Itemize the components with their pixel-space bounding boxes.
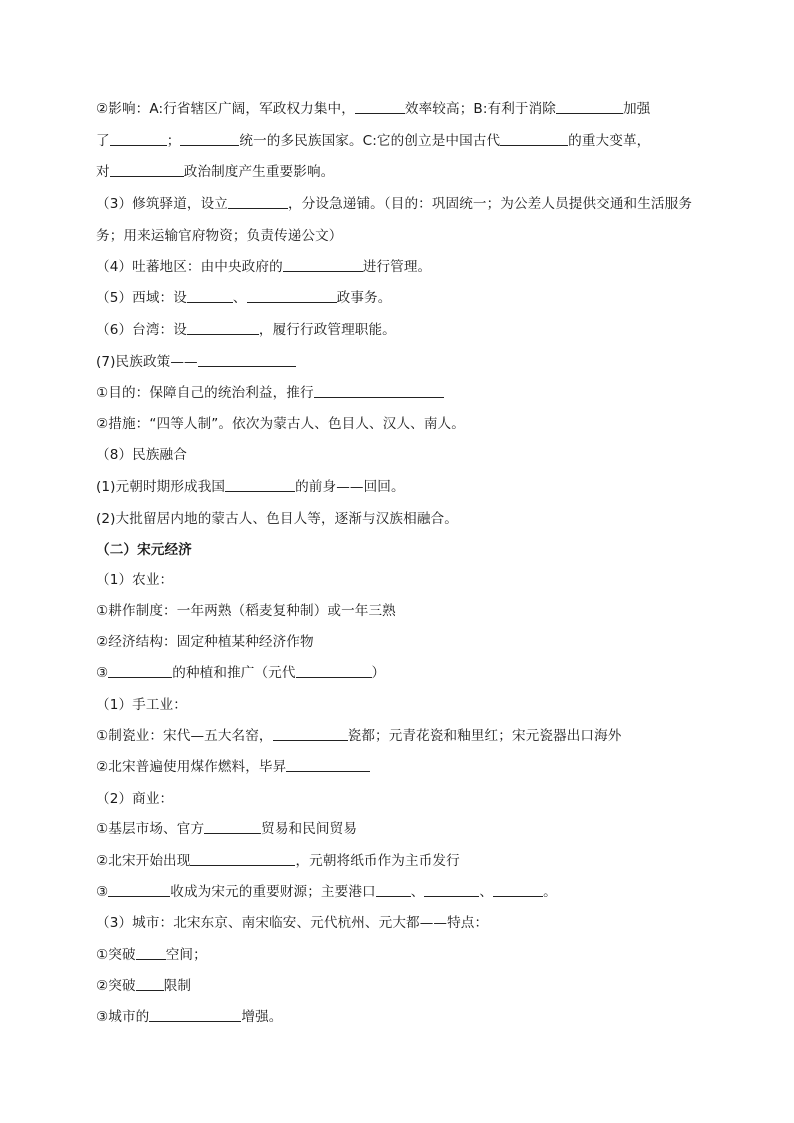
fill-in-blank (355, 100, 405, 114)
text-line (96, 446, 187, 464)
text-segment: ； (166, 133, 181, 149)
text-segment: ） (371, 665, 386, 681)
text-line (96, 510, 458, 528)
fill-in-blank (108, 883, 170, 897)
text-segment: ②经济结构：固定种植某种经济作物 (96, 634, 314, 650)
text-line (96, 100, 650, 118)
text-segment: 了 (96, 133, 110, 149)
text-segment: ①制瓷业：宋代—五大名窑， (96, 728, 273, 744)
text-segment: 效率较高；B:有利于消除 (404, 101, 556, 117)
text-line (96, 195, 692, 213)
fill-in-blank (110, 132, 167, 146)
text-segment: （2）商业： (96, 791, 174, 807)
text-segment: ②北宋普遍使用煤作燃料，毕昇 (96, 759, 287, 775)
fill-in-blank (225, 478, 295, 492)
text-line (96, 727, 622, 745)
text-line (96, 820, 357, 838)
text-line (96, 664, 385, 682)
text-line (96, 353, 296, 371)
text-segment: ，分设急递铺。（目的：巩固统一；为公差人员提供交通和生活服务 (288, 196, 693, 212)
text-segment: 瓷都；元青花瓷和釉里红；宋元瓷器出口海外 (347, 728, 622, 744)
text-line (96, 258, 431, 276)
text-segment: 政事务。 (336, 290, 392, 306)
fill-in-blank (376, 883, 411, 897)
text-segment: 的种植和推广（元代 (172, 665, 296, 681)
text-line (96, 914, 488, 932)
text-segment: ①突破 (96, 947, 136, 963)
fill-in-blank (110, 163, 184, 177)
text-segment: （5）西域：设 (96, 290, 187, 306)
text-segment: 对 (96, 164, 110, 180)
text-segment: （1）手工业： (96, 697, 187, 713)
text-line (96, 852, 460, 870)
fill-in-blank (500, 132, 568, 146)
fill-in-blank (296, 664, 372, 678)
fill-in-blank (136, 946, 166, 960)
text-segment: ③ (96, 884, 109, 900)
fill-in-blank (424, 883, 479, 897)
fill-in-blank (247, 289, 337, 303)
fill-in-blank (314, 384, 444, 398)
text-line (96, 415, 465, 433)
fill-in-blank (493, 883, 543, 897)
fill-in-blank (283, 258, 363, 272)
text-line (96, 633, 314, 651)
text-line (96, 602, 396, 620)
text-segment: ①耕作制度：一年两熟（稻麦复种制）或一年三熟 (96, 603, 396, 619)
text-segment: ③ (96, 665, 109, 681)
text-segment: （3）修筑驿道，设立 (96, 196, 228, 212)
text-segment: ，元朝将纸币作为主币发行 (295, 853, 460, 869)
fill-in-blank (273, 727, 348, 741)
text-segment: 。 (543, 884, 557, 900)
fill-in-blank (556, 100, 623, 114)
text-segment: 加强 (622, 101, 651, 117)
text-segment: （二）宋元经济 (96, 542, 192, 558)
text-segment: 贸易和民间贸易 (261, 821, 358, 837)
fill-in-blank (180, 132, 239, 146)
text-segment: （6）台湾：设 (96, 322, 187, 338)
text-segment: ②突破 (96, 978, 136, 994)
text-segment: ③城市的 (96, 1009, 150, 1025)
text-line (96, 977, 191, 995)
text-segment: (2)大批留居内地的蒙古人、色目人等，逐渐与汉族相融合。 (96, 511, 458, 527)
text-segment: 政治制度产生重要影响。 (183, 164, 335, 180)
text-segment: 统一的多民族国家。C:它的创立是中国古代 (239, 133, 501, 149)
fill-in-blank (204, 820, 261, 834)
text-line (96, 384, 444, 402)
fill-in-blank (187, 289, 233, 303)
text-segment: 进行管理。 (362, 259, 432, 275)
text-segment: ，履行行政管理职能。 (258, 322, 396, 338)
text-line (96, 163, 334, 181)
text-line (96, 758, 370, 776)
text-segment: 收成为宋元的重要财源；主要港口 (170, 884, 376, 900)
fill-in-blank (136, 977, 164, 991)
text-line (96, 478, 405, 496)
text-segment: ①基层市场、官方 (96, 821, 205, 837)
text-line (96, 1008, 282, 1026)
text-segment: 、 (410, 884, 425, 900)
fill-in-blank (198, 353, 296, 367)
text-segment: 的重大变革， (568, 133, 651, 149)
text-line (96, 289, 391, 307)
text-line (96, 790, 173, 808)
text-segment: 限制 (163, 978, 192, 994)
text-segment: （8）民族融合 (96, 447, 187, 463)
text-line (96, 696, 187, 714)
fill-in-blank (108, 664, 172, 678)
text-segment: (1)元朝时期形成我国 (96, 479, 226, 495)
text-segment: 增强。 (241, 1009, 283, 1025)
text-segment: 的前身——回回。 (295, 479, 405, 495)
text-segment: （4）吐蕃地区：由中央政府的 (96, 259, 283, 275)
text-segment: ②影响：A:行省辖区广阔，军政权力集中， (96, 101, 355, 117)
text-segment: (7)民族政策—— (96, 354, 198, 370)
text-line (96, 321, 396, 339)
fill-in-blank (228, 195, 288, 209)
text-line (96, 883, 557, 901)
text-line (96, 541, 192, 559)
text-segment: 、 (479, 884, 494, 900)
text-segment: 、 (232, 290, 247, 306)
text-segment: ①目的：保障自己的统治利益，推行 (96, 385, 314, 401)
text-segment: ②北宋开始出现 (96, 853, 191, 869)
text-line (96, 227, 343, 245)
text-segment: ②措施：“四等人制”。依次为蒙古人、色目人、汉人、南人。 (96, 416, 465, 432)
fill-in-blank (149, 1008, 241, 1022)
text-segment: （1）农业： (96, 572, 174, 588)
text-line (96, 571, 173, 589)
fill-in-blank (190, 852, 295, 866)
text-line (96, 946, 207, 964)
text-line (96, 132, 650, 150)
fill-in-blank (286, 758, 370, 772)
text-segment: 务；用来运输官府物资；负责传递公文） (96, 228, 343, 244)
text-segment: 空间； (165, 947, 207, 963)
fill-in-blank (187, 321, 259, 335)
text-segment: （3）城市：北宋东京、南宋临安、元代杭州、元大都——特点： (96, 915, 489, 931)
